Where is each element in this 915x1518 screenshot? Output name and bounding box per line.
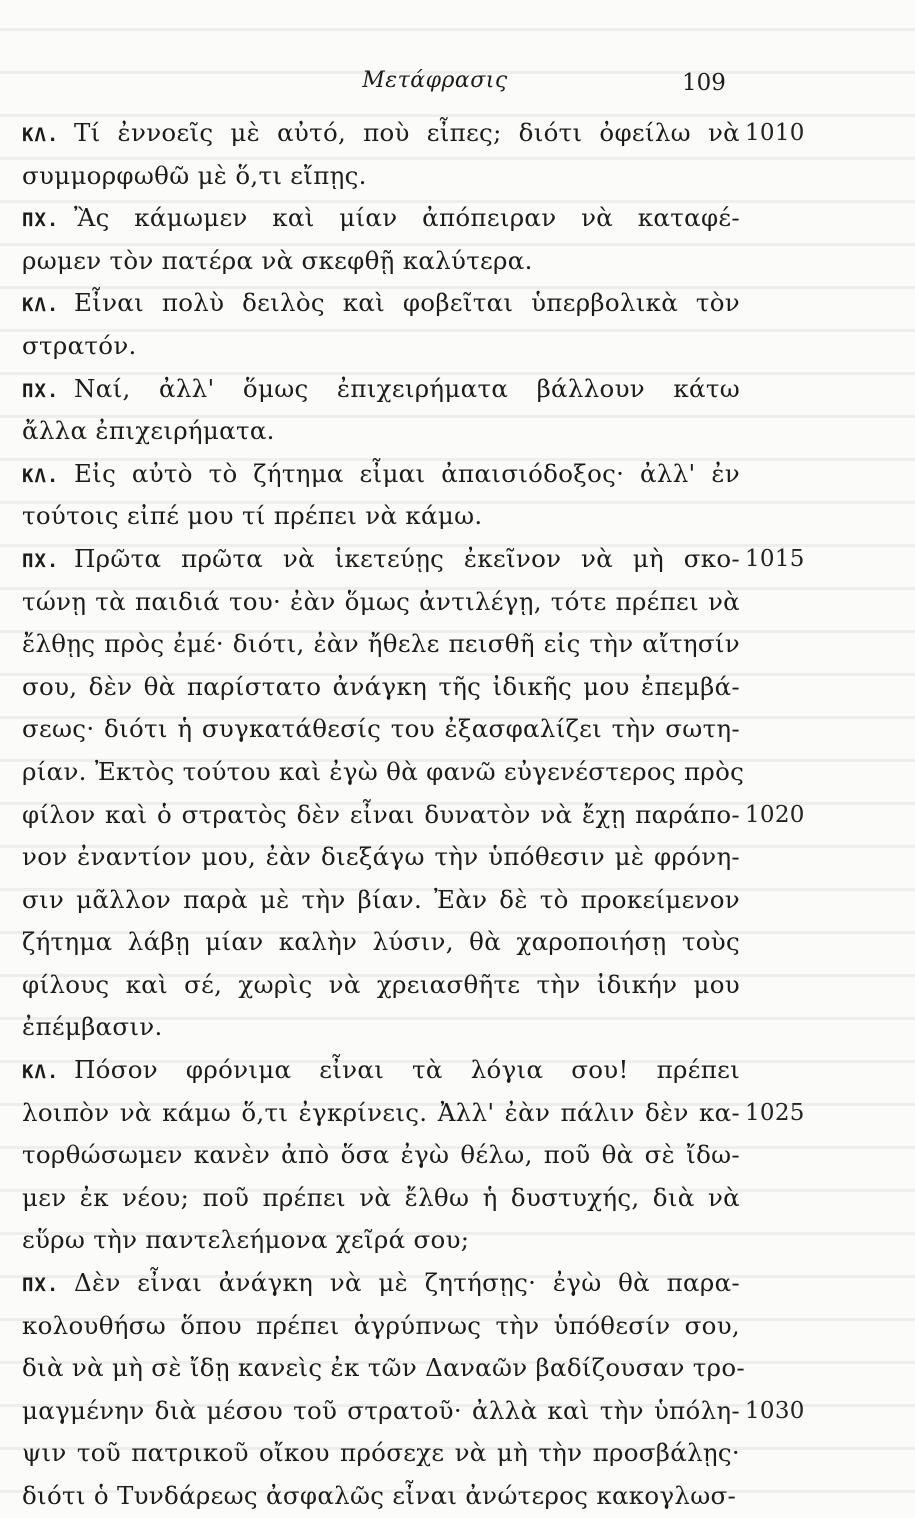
- text-line: [22, 1092, 805, 1135]
- line-text: ἐπέμβασιν.: [22, 1012, 163, 1042]
- line-text: φίλους καὶ σέ, χωρὶς νὰ χρειασθῆτε τὴν ἰδικήν μου: [22, 969, 740, 999]
- line-content: [22, 1432, 740, 1475]
- speaker-label: ΠΧ.: [22, 379, 60, 402]
- line-content: [22, 282, 740, 327]
- line-text: νον ἐναντίον μου, ἐὰν διεξάγω τὴν ὑπόθεσιν μὲ φρόνη-: [22, 842, 740, 872]
- text-line: [22, 836, 740, 879]
- text-line: [22, 921, 740, 964]
- text-line: [22, 581, 740, 624]
- line-content: [22, 1049, 740, 1094]
- line-text: σου, δὲν θὰ παρίστατο ἀνάγκη τῆς ἰδικῆς μου ἐπεμβά-: [22, 671, 740, 701]
- line-content: [22, 708, 740, 751]
- line-content: [22, 495, 482, 538]
- line-content: [22, 1092, 740, 1135]
- line-text: Εἶναι πολὺ δειλὸς καὶ φοβεῖται ὑπερβολικὰ τὸν: [74, 288, 740, 318]
- line-text: Τί ἐννοεῖς μὲ αὐτό, ποὺ εἶπες; διότι ὀφείλω νὰ: [74, 118, 740, 147]
- text-line: [22, 1347, 745, 1390]
- line-content: [22, 453, 740, 498]
- speaker-label: ΚΛ.: [22, 1061, 60, 1084]
- line-content: [22, 623, 740, 666]
- line-text: τορθώσωμεν κανὲν ἀπὸ ὅσα ἐγὼ θέλω, ποῦ θὰ σὲ ἴδω-: [22, 1140, 740, 1170]
- line-text: Δὲν εἶναι ἀνάγκη νὰ μὲ ζητήσῃς· ἐγὼ θὰ παρα-: [74, 1268, 740, 1298]
- line-text: Πόσον φρόνιμα εἶναι τὰ λόγια σου! πρέπει: [74, 1055, 740, 1085]
- line-text: λοιπὸν νὰ κάμω ὅ,τι ἐγκρίνεις. Ἀλλ' ἐὰν πάλιν δὲν κα-: [22, 1097, 740, 1127]
- line-text: ζήτημα λάβῃ μίαν καλὴν λύσιν, θὰ χαροποιήσῃ τοὺς: [22, 927, 740, 957]
- line-text: εὕρω τὴν παντελεήμονα χεῖρά σου;: [22, 1225, 470, 1255]
- speaker-label: ΚΛ.: [22, 464, 60, 487]
- text-line: [22, 1432, 740, 1475]
- text-line: [22, 879, 740, 922]
- line-content: [22, 666, 740, 709]
- speaker-label: ΠΧ.: [22, 549, 60, 572]
- text-line: [22, 1390, 805, 1433]
- line-text: ἄλλα ἐπιχειρήματα.: [22, 416, 275, 446]
- line-content: [22, 325, 137, 368]
- verse-line-number: 1015: [745, 545, 805, 572]
- text-line: [22, 325, 740, 368]
- text-line: [22, 495, 740, 538]
- line-content: [22, 879, 740, 922]
- line-content: [22, 836, 740, 879]
- line-text: σεως· διότι ἡ συγκατάθεσίς του ἐξασφαλίζει τὴν σωτη-: [22, 714, 740, 744]
- text-line: [22, 794, 805, 837]
- speaker-label: ΠΧ.: [22, 1274, 60, 1297]
- text-line: [22, 282, 740, 325]
- line-content: [22, 1305, 740, 1348]
- line-content: [22, 240, 533, 283]
- text-line: [22, 1134, 740, 1177]
- line-text: στρατόν.: [22, 330, 137, 360]
- line-content: [22, 921, 740, 964]
- line-content: [22, 368, 740, 413]
- text-line: [22, 112, 805, 155]
- line-text: φίλον καὶ ὁ στρατὸς δὲν εἶναι δυνατὸν νὰ ἔχῃ παράπο-: [22, 799, 740, 829]
- line-content: [22, 1390, 740, 1433]
- running-title: Μετάφρασις: [362, 68, 508, 93]
- text-line: [22, 410, 740, 453]
- speaker-label: ΚΛ.: [22, 294, 60, 317]
- line-text: ἔλθῃς πρὸς ἐμέ· διότι, ἐὰν ἤθελε πεισθῆ εἰς τὴν αἴτησίν: [22, 629, 740, 659]
- line-content: [22, 155, 367, 198]
- line-text: Πρῶτα πρῶτα νὰ ἱκετεύῃς ἐκεῖνον νὰ μὴ σκο-: [74, 543, 740, 573]
- line-text: Εἰς αὐτὸ τὸ ζήτημα εἶμαι ἀπαισιόδοξος· ἀλλ' ἐν: [74, 458, 740, 488]
- text-line: [22, 964, 740, 1007]
- text-line: [22, 155, 740, 198]
- line-content: [22, 112, 740, 157]
- line-text: συμμορφωθῶ μὲ ὅ,τι εἴπῃς.: [22, 160, 367, 190]
- text-line: [22, 453, 740, 496]
- line-text: τώνῃ τὰ παιδιά του· ἐὰν ὅμως ἀντιλέγῃ, τότε πρέπει νὰ: [22, 586, 740, 616]
- line-content: [22, 538, 740, 583]
- line-content: [22, 410, 275, 453]
- line-text: ρίαν. Ἐκτὸς τούτου καὶ ἐγὼ θὰ φανῶ εὐγενέστερος πρὸς: [22, 756, 745, 786]
- line-content: [22, 751, 745, 794]
- text-line: [22, 1305, 740, 1348]
- line-text: τούτοις εἰπέ μου τί πρέπει νὰ κάμω.: [22, 501, 483, 531]
- line-text: μεν ἐκ νέου; ποῦ πρέπει νὰ ἔλθω ἡ δυστυχής, διὰ νὰ: [22, 1182, 740, 1212]
- line-content: [22, 1262, 740, 1307]
- verse-line-number: 1025: [745, 1099, 805, 1126]
- line-text: Ναί, ἀλλ' ὅμως ἐπιχειρήματα βάλλουν κάτω: [74, 373, 740, 403]
- line-content: [22, 197, 740, 242]
- page-header: [0, 68, 915, 104]
- line-content: [22, 1177, 740, 1220]
- verse-line-number: 1010: [745, 120, 805, 146]
- line-content: [22, 964, 740, 1007]
- text-line: [22, 1219, 740, 1262]
- text-line: [22, 1049, 740, 1092]
- line-text: Ἂς κάμωμεν καὶ μίαν ἀπόπειραν νὰ καταφέ-: [74, 203, 740, 233]
- line-text: κολουθήσω ὅπου πρέπει ἀγρύπνως τὴν ὑπόθεσίν σου,: [22, 1310, 740, 1340]
- text-line: [22, 538, 805, 581]
- speaker-label: ΚΛ.: [22, 124, 60, 146]
- line-text: ψιν τοῦ πατρικοῦ οἴκου πρόσεχε νὰ μὴ τὴν προσβάλῃς·: [22, 1438, 740, 1468]
- verse-line-number: 1020: [745, 801, 805, 828]
- verse-line-number: 1030: [745, 1397, 805, 1424]
- text-line: [22, 1006, 740, 1049]
- text-line: [22, 1475, 740, 1518]
- line-text: σιν μᾶλλον παρὰ μὲ τὴν βίαν. Ἐὰν δὲ τὸ προκείμενον: [22, 884, 740, 914]
- line-text: διότι ὁ Τυνδάρεως ἀσφαλῶς εἶναι ἀνώτερος κακογλωσ-: [22, 1481, 737, 1510]
- line-content: [22, 1006, 163, 1049]
- dialogue-text: [22, 112, 805, 1518]
- text-line: [22, 1262, 740, 1305]
- line-content: [22, 794, 740, 837]
- text-line: [22, 751, 745, 794]
- text-line: [22, 240, 740, 283]
- text-line: [22, 708, 740, 751]
- line-text: διὰ νὰ μὴ σὲ ἴδῃ κανεὶς ἐκ τῶν Δαναῶν βαδίζουσαν τρο-: [22, 1353, 745, 1383]
- text-line: [22, 1177, 740, 1220]
- line-content: [22, 1134, 740, 1177]
- line-content: [22, 1219, 469, 1262]
- text-line: [22, 623, 740, 666]
- line-content: [22, 1347, 745, 1390]
- text-line: [22, 666, 740, 709]
- line-content: [22, 1475, 736, 1518]
- text-line: [22, 368, 740, 411]
- line-content: [22, 581, 740, 624]
- line-text: ρωμεν τὸν πατέρα νὰ σκεφθῇ καλύτερα.: [22, 245, 533, 275]
- speaker-label: ΠΧ.: [22, 209, 60, 232]
- line-text: μαγμένην διὰ μέσου τοῦ στρατοῦ· ἀλλὰ καὶ τὴν ὑπόλη-: [22, 1395, 740, 1425]
- page-number: 109: [682, 70, 726, 96]
- text-line: [22, 197, 740, 240]
